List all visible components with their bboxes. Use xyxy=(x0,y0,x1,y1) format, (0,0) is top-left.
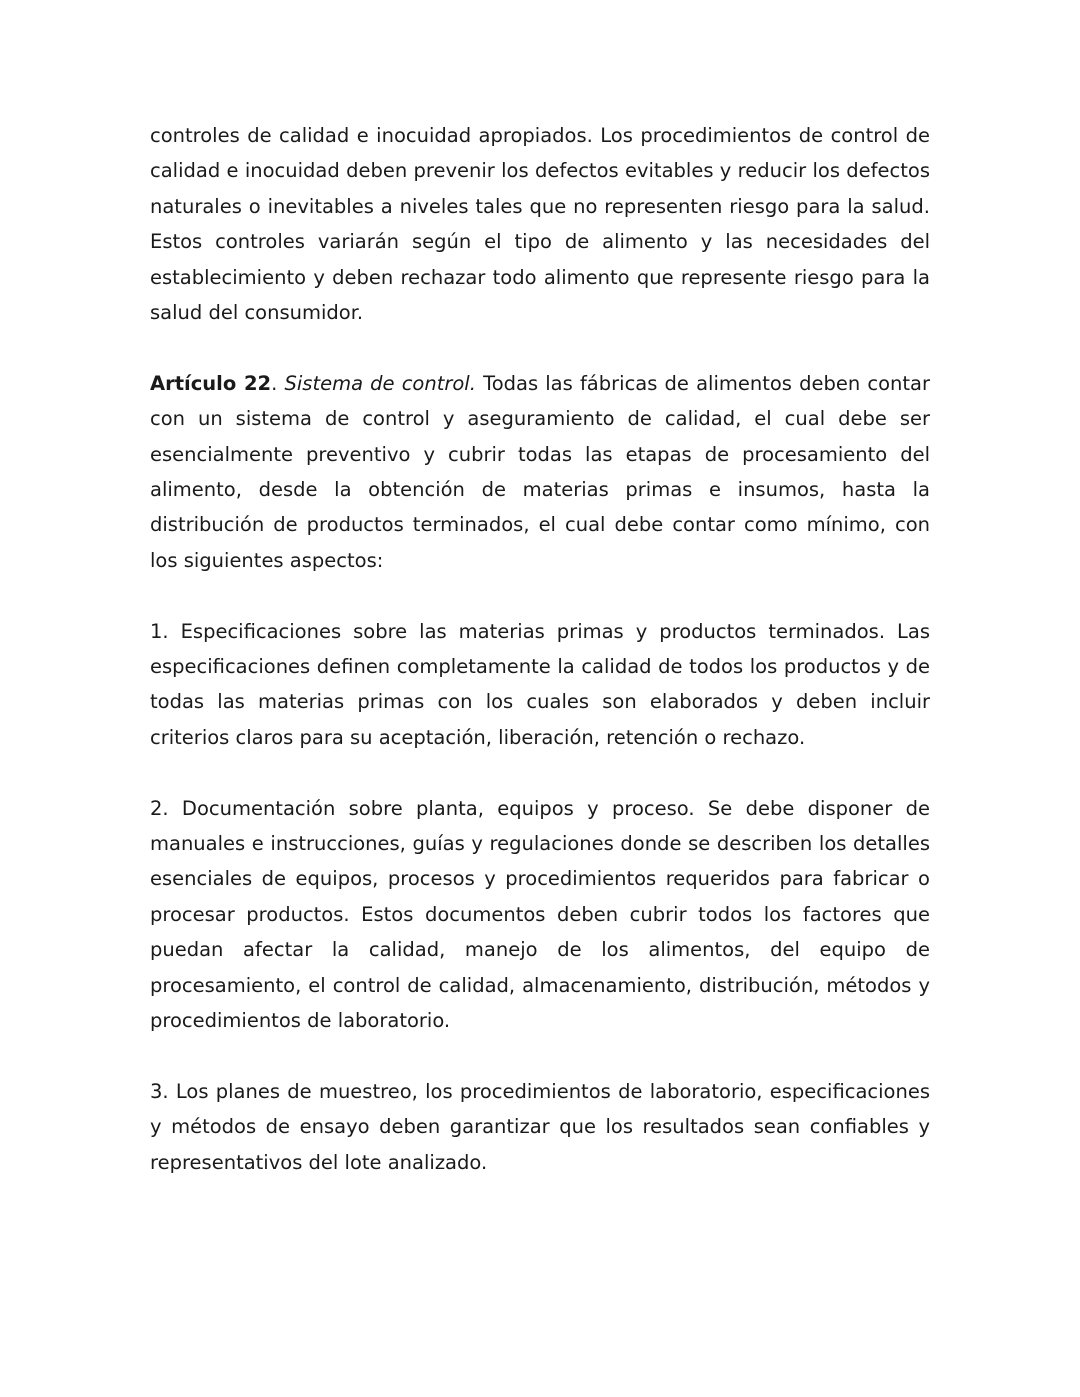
intro-paragraph: controles de calidad e inocuidad apropiados. Los procedimientos de control de calidad e inocuidad deben prevenir los defectos evitables y reducir los defectos naturales o inevitables a niveles tales que no representen riesgo para la salud. Estos controles variarán según el tipo de alimento y las necesidades del establecimiento y deben rechazar todo alimento que represente riesgo para la salud del consumidor. xyxy=(150,124,930,325)
list-item-1: 1. Especificaciones sobre las materias primas y productos terminados. Las especificaciones definen completamente la calidad de todos los productos y de todas las materias primas con los cuales son elaborados y deben incluir criterios claros para su aceptación, liberación, retención o rechazo. xyxy=(150,619,930,749)
article-title: Sistema de control. xyxy=(284,371,476,395)
list-item-2: 2. Documentación sobre planta, equipos y proceso. Se debe disponer de manuales e instrucciones, guías y regulaciones donde se describen los detalles esenciales de equipos, procesos y procedimientos requeridos para fabricar o procesar productos. Estos documentos deben cubrir todos los factores que puedan afectar la calidad, manejo de los alimentos, del equipo de procesamiento, el control de calidad, almacenamiento, distribución, métodos y procedimientos de laboratorio. xyxy=(150,796,930,1033)
article-number: Artículo 22 xyxy=(150,371,272,395)
article-paragraph xyxy=(150,366,930,578)
list-item-3: 3. Los planes de muestreo, los procedimientos de laboratorio, especificaciones y métodos de ensayo deben garantizar que los resultados sean confiables y representativos del lote analizado. xyxy=(150,1079,930,1174)
article-separator: . xyxy=(271,371,285,395)
document-page xyxy=(150,118,930,1216)
article-body: Todas las fábricas de alimentos deben contar con un sistema de control y aseguramiento de calidad, el cual debe ser esencialmente preventivo y cubrir todas las etapas de procesamiento del alimento, desde la obtención de materias primas e insumos, hasta la distribución de productos terminados, el cual debe contar como mínimo, con los siguientes aspectos: xyxy=(150,371,930,572)
